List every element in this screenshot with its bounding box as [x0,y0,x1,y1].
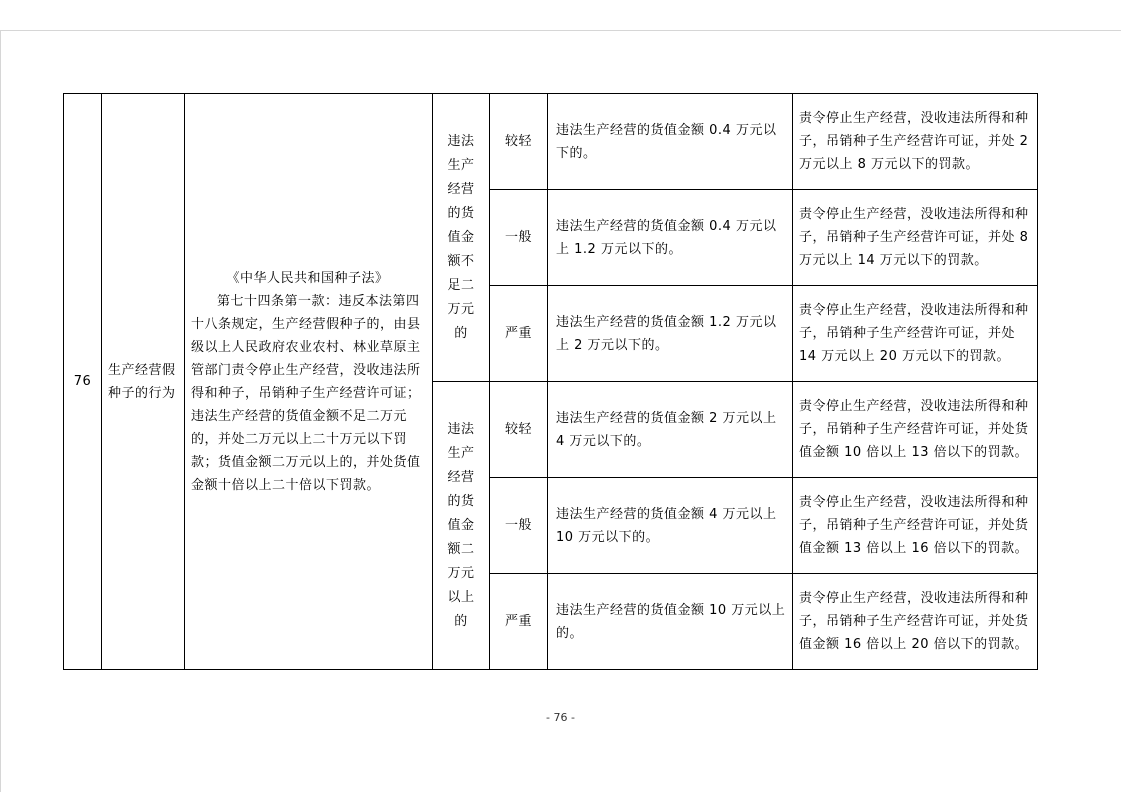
severity-level: 严重 [490,574,548,670]
severity-condition: 违法生产经营的货值金额 0.4 万元以下的。 [548,94,793,190]
severity-condition: 违法生产经营的货值金额 0.4 万元以上 1.2 万元以下的。 [548,190,793,286]
legal-basis [185,94,433,670]
penalty-standard-table [63,93,1038,670]
law-text: 第七十四条第一款：违反本法第四十八条规定，生产经营假种子的，由县级以上人民政府农业农村、林业草原主管部门责令停止生产经营，没收违法所得和种子，吊销种子生产经营许可证；违法生产经营的货值金额不足二万元的，并处二万元以上二十万元以下罚款；货值金额二万元以上的，并处货值金额十倍以上二十倍以下罚款。 [191,293,421,493]
penalty-standard: 责令停止生产经营，没收违法所得和种子，吊销种子生产经营许可证，并处货值金额 10 倍以上 13 倍以下的罚款。 [793,382,1038,478]
severity-condition: 违法生产经营的货值金额 10 万元以上的。 [548,574,793,670]
law-title: 《中华人民共和国种子法》 [226,270,389,286]
page-left-border [0,30,1,792]
severity-condition: 违法生产经营的货值金额 2 万元以上 4 万元以下的。 [548,382,793,478]
violation-act: 生产经营假种子的行为 [102,94,185,670]
penalty-standard: 责令停止生产经营，没收违法所得和种子，吊销种子生产经营许可证，并处 14 万元以上 20 万元以下的罚款。 [793,286,1038,382]
severity-level: 较轻 [490,382,548,478]
severity-level: 较轻 [490,94,548,190]
page-number: - 76 - [546,711,575,724]
severity-condition: 违法生产经营的货值金额 1.2 万元以上 2 万元以下的。 [548,286,793,382]
circumstance-category: 违法生产经营的货值金额二万元以上的 [433,382,490,670]
item-number: 76 [64,94,102,670]
table-row [64,94,1038,190]
severity-level: 严重 [490,286,548,382]
page-top-border [0,30,1121,31]
severity-level: 一般 [490,478,548,574]
penalty-standard: 责令停止生产经营，没收违法所得和种子，吊销种子生产经营许可证，并处 8 万元以上 14 万元以下的罚款。 [793,190,1038,286]
circumstance-category: 违法生产经营的货值金额不足二万元的 [433,94,490,382]
penalty-standard: 责令停止生产经营，没收违法所得和种子，吊销种子生产经营许可证，并处货值金额 16 倍以上 20 倍以下的罚款。 [793,574,1038,670]
penalty-standard: 责令停止生产经营，没收违法所得和种子，吊销种子生产经营许可证，并处 2 万元以上 8 万元以下的罚款。 [793,94,1038,190]
severity-level: 一般 [490,190,548,286]
severity-condition: 违法生产经营的货值金额 4 万元以上 10 万元以下的。 [548,478,793,574]
penalty-standard: 责令停止生产经营，没收违法所得和种子，吊销种子生产经营许可证，并处货值金额 13 倍以上 16 倍以下的罚款。 [793,478,1038,574]
